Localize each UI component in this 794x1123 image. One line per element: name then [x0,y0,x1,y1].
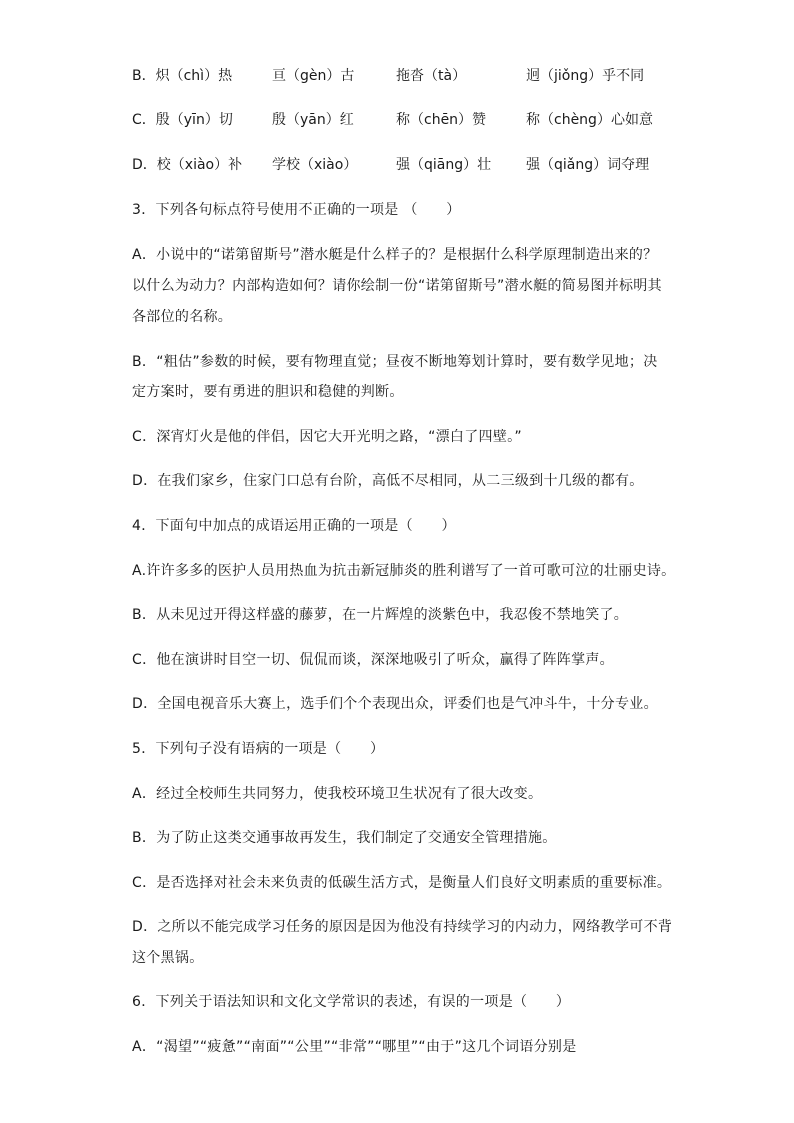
q2-option-d-col1: D．校（xiào）补 [132,157,243,173]
q3-option-a-line2: 以什么为动力？内部构造如何？请你绘制一份“诺第留斯号”潜水艇的简易图并标明其 [132,278,662,294]
q2-option-d-col3: 强（qiāng）壮 [396,157,492,173]
q2-option-c-col3: 称（chēn）赞 [396,112,487,128]
q3-option-d: D．在我们家乡，住家门口总有台阶，高低不尽相同，从二三级到十几级的都有。 [132,473,644,489]
q2-option-d [132,155,732,175]
q2-option-b-col3: 拖沓（tà） [396,68,467,84]
q2-option-d-col4: 强（qiǎng）词夺理 [526,157,650,173]
q4-stem: 4．下面句中加点的成语运用正确的一项是（ ） [132,518,456,534]
q3-option-a-line1: A．小说中的“诺第留斯号”潜水艇是什么样子的？是根据什么科学原理制造出来的？ [132,247,658,263]
q2-option-b-col2: 亘（gèn）古 [272,68,355,84]
q4-option-b: B．从未见过开得这样盛的藤萝，在一片辉煌的淡紫色中，我忍俊不禁地笑了。 [132,607,629,623]
q2-option-c-col2: 殷（yān）红 [272,112,354,128]
q2-option-b-col1: B．炽（chì）热 [132,68,233,84]
q4-option-a: A.许许多多的医护人员用热血为抗击新冠肺炎的胜利谱写了一首可歌可泣的壮丽史诗。 [132,563,676,579]
q3-option-a-line3: 各部位的名称。 [132,309,233,325]
q2-option-b-col4: 迥（jiǒng）乎不同 [526,68,645,84]
q5-option-a: A．经过全校师生共同努力，使我校环境卫生状况有了很大改变。 [132,786,543,802]
q5-option-d-line2: 这个黑锅。 [132,950,204,966]
q2-option-c-col1: C．殷（yīn）切 [132,112,233,128]
q2-option-d-col2: 学校（xiào） [272,157,358,173]
q2-option-c [132,110,732,130]
q4-option-d: D．全国电视音乐大赛上，选手们个个表现出众，评委们也是气冲斗牛，十分专业。 [132,696,658,712]
q3-stem: 3．下列各句标点符号使用不正确的一项是 （ ） [132,202,461,218]
q5-stem: 5．下列句子没有语病的一项是（ ） [132,741,385,757]
q3-option-b-line1: B．“粗估”参数的时候，要有物理直觉；昼夜不断地筹划计算时，要有数学见地；决 [132,354,658,370]
q6-stem: 6．下列关于语法知识和文化文学常识的表述，有误的一项是（ ） [132,994,571,1010]
q6-option-a: A．“渴望”“疲惫”“南面”“公里”“非常”“哪里”“由于”这几个词语分别是 [132,1039,577,1055]
q3-option-c: C．深宵灯火是他的伴侣，因它大开光明之路，“漂白了四壁。” [132,429,522,445]
q5-option-b: B．为了防止这类交通事故再发生，我们制定了交通安全管理措施。 [132,830,557,846]
q4-option-c: C．他在演讲时目空一切、侃侃而谈，深深地吸引了听众，赢得了阵阵掌声。 [132,652,614,668]
q5-option-d-line1: D．之所以不能完成学习任务的原因是因为他没有持续学习的内动力，网络教学可不背 [132,919,673,935]
q2-option-b [132,66,732,86]
q2-option-c-col4: 称（chèng）心如意 [526,112,653,128]
q5-option-c: C．是否选择对社会未来负责的低碳生活方式，是衡量人们良好文明素质的重要标准。 [132,875,672,891]
q3-option-b-line2: 定方案时，要有勇进的胆识和稳健的判断。 [132,384,404,400]
